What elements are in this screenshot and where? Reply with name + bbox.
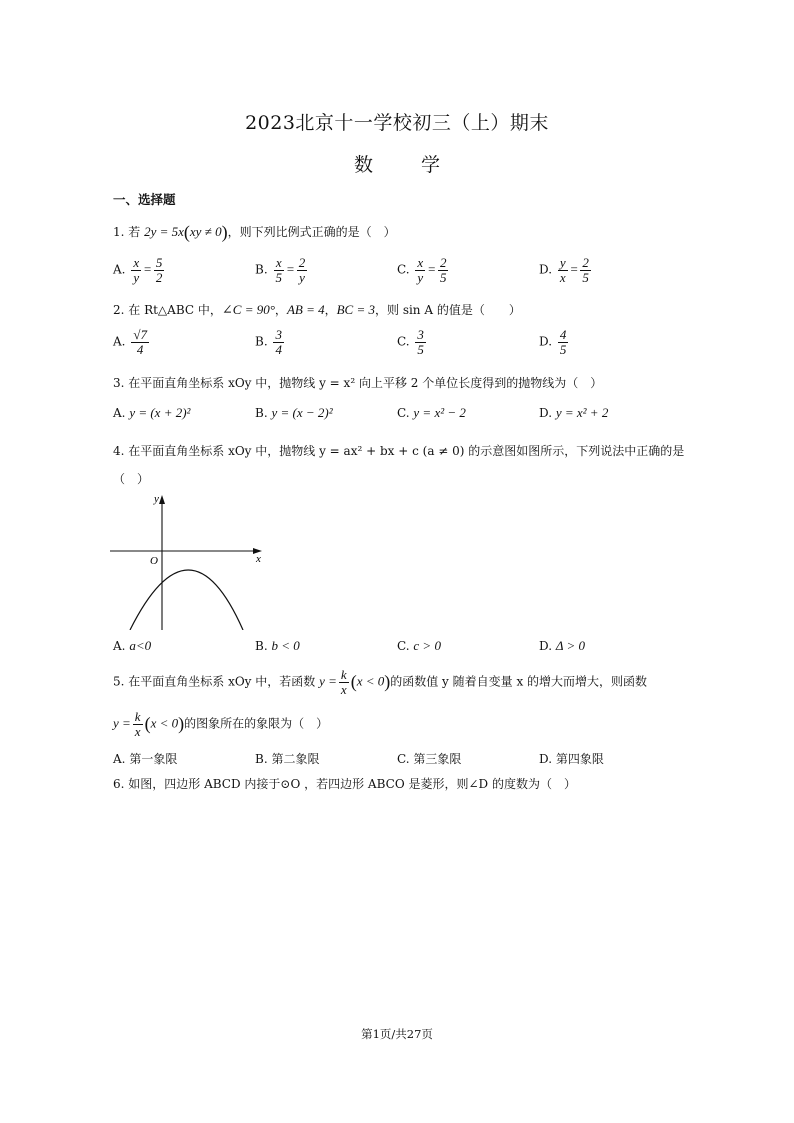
q5-condition: x < 0 [356, 673, 385, 689]
option-numerator: √7 [133, 327, 147, 342]
question-5: 5. 在平面直角坐标系 xOy 中，若函数 y = $\frac{k}{x}$ (x < 0)的函数值 y 随着自变量 x 的增大而增大，则函数 [113, 667, 648, 697]
option-label: A. [113, 262, 126, 277]
q1-option-b [255, 256, 309, 284]
q1-equation: 2y = 5x [144, 224, 184, 239]
q2-option-d [539, 328, 570, 356]
q1-option-c [397, 256, 450, 284]
option-right-numerator: 2 [439, 255, 447, 270]
q4-option-c [397, 638, 441, 654]
option-text: c > 0 [413, 638, 441, 653]
q2-stem-b: ，则 sin A 的值是（ ） [375, 303, 521, 317]
option-text: y = x² + 2 [555, 405, 609, 420]
q2-stem-a: 2. 在 Rt△ABC 中， [113, 303, 222, 317]
section-heading: 一、选择题 [113, 192, 176, 207]
q4-option-b [255, 638, 300, 654]
y-axis-arrow [159, 495, 165, 504]
option-right-denominator: 5 [582, 269, 589, 285]
option-label: C. [397, 262, 410, 277]
question-4: 4. 在平面直角坐标系 xOy 中，抛物线 y = ax² + bx + c (a ≠ 0) 的示意图如图所示，下列说法中正确的是 [113, 444, 685, 458]
q1-prefix: 1. 若 [113, 225, 141, 239]
q3-option-d [539, 405, 608, 421]
q2-ab: AB = 4 [286, 302, 325, 317]
option-right-numerator: 2 [582, 255, 589, 270]
option-right-denominator: y [299, 269, 305, 285]
q2-option-b [255, 328, 286, 356]
option-label: A. [113, 406, 126, 420]
option-label: B. [255, 262, 268, 277]
q5-frac-num-2: k [134, 709, 141, 724]
option-denominator: x [559, 269, 566, 285]
q5-option-d [539, 750, 604, 767]
option-label: C. [397, 752, 410, 766]
option-numerator: x [275, 255, 282, 270]
option-equals: = [569, 261, 579, 277]
option-label: D. [539, 639, 553, 653]
option-text: y = x² − 2 [413, 405, 466, 420]
q5-stem-a: 5. 在平面直角坐标系 xOy 中，若函数 [113, 674, 316, 689]
question-1: 1. 若 2y = 5x(xy ≠ 0)，则下列比例式正确的是（ ） [113, 222, 396, 242]
question-6: 6. 如图，四边形 ABCD 内接于⊙O ，若四边形 ABCO 是菱形，则∠D 的度数为（ ） [113, 777, 576, 791]
option-label: A. [113, 639, 126, 653]
option-label: A. [113, 752, 126, 766]
parabola-curve [130, 570, 243, 630]
option-numerator: x [133, 255, 140, 270]
option-text: b < 0 [271, 638, 300, 653]
option-label: B. [255, 334, 268, 349]
option-text: 第三象限 [413, 752, 462, 766]
option-text: 第一象限 [129, 752, 178, 766]
q5-frac-den-2: x [134, 723, 141, 739]
q5-condition-2: x < 0 [150, 715, 179, 731]
option-right-numerator: 2 [298, 255, 306, 270]
q5-option-b [255, 750, 319, 767]
option-right-denominator: 5 [439, 269, 447, 285]
subject-heading [0, 150, 794, 177]
q4-option-a [113, 638, 151, 654]
page-footer: 第1页/共27页 [361, 1027, 433, 1041]
option-denominator: 5 [275, 269, 282, 285]
q2-option-a [113, 328, 151, 356]
page-title: 2023北京十一学校初三（上）期末 [245, 112, 549, 134]
q5-option-a [113, 750, 177, 767]
option-numerator: 4 [559, 327, 567, 342]
q2-bc: BC = 3 [336, 302, 375, 317]
option-label: B. [255, 639, 268, 653]
origin-label: O [150, 555, 158, 567]
q3-option-c [397, 405, 466, 421]
option-denominator: 4 [275, 341, 282, 357]
option-label: C. [397, 406, 410, 420]
option-label: C. [397, 334, 410, 349]
option-numerator: 3 [275, 327, 282, 342]
q2-angle: ∠C = 90° [221, 302, 275, 317]
option-label: D. [539, 752, 553, 766]
subject-char-1: 数 [353, 154, 373, 176]
q3-option-b [255, 405, 333, 421]
option-denominator: y [133, 269, 140, 285]
option-denominator: 4 [136, 341, 144, 357]
question-4-paren: （ ） [113, 472, 150, 486]
question-2: 2. 在 Rt△ABC 中，∠C = 90°，AB = 4，BC = 3，则 sin A 的值是（ ） [113, 302, 521, 317]
option-right-denominator: 2 [155, 269, 163, 285]
q1-stem: ，则下列比例式正确的是（ ） [227, 225, 396, 239]
q5-option-c [397, 750, 461, 767]
q5-stem-c: 的图象所在的象限为（ ） [184, 716, 329, 731]
option-text: a<0 [129, 638, 152, 653]
q5-stem-b: 的函数值 y 随着自变量 x 的增大而增大，则函数 [390, 674, 648, 689]
option-denominator: 5 [559, 341, 567, 357]
question-5-line2: y = $\frac{k}{x}$ (x < 0)的图象所在的象限为（ ） [113, 709, 329, 739]
q1-condition: xy ≠ 0 [189, 224, 222, 239]
option-label: D. [539, 406, 553, 420]
q4-option-d [539, 638, 585, 654]
option-label: D. [539, 334, 553, 349]
option-right-numerator: 5 [155, 255, 163, 270]
option-label: B. [255, 406, 268, 420]
q5-y-eq: y = [113, 715, 131, 731]
option-numerator: y [559, 255, 566, 270]
option-numerator: 3 [417, 327, 424, 342]
q5-frac-num: k [340, 667, 347, 682]
option-equals: = [143, 261, 152, 277]
option-text: 第二象限 [271, 752, 320, 766]
option-denominator: y [417, 269, 424, 285]
option-label: D. [539, 262, 553, 277]
q1-option-a [113, 256, 166, 284]
q1-option-d [539, 256, 593, 284]
option-equals: = [285, 261, 295, 277]
subject-char-2: 学 [421, 154, 441, 176]
q3-option-a [113, 405, 190, 421]
option-numerator: x [417, 255, 424, 270]
option-label: A. [113, 334, 126, 349]
parabola-graph [105, 490, 275, 630]
q5-frac-den: x [340, 681, 347, 697]
y-axis-label: y [154, 493, 159, 505]
option-label: B. [255, 752, 268, 766]
question-3: 3. 在平面直角坐标系 xOy 中，抛物线 y = x² 向上平移 2 个单位长度得到的抛物线为（ ） [113, 376, 603, 390]
option-text: y = (x − 2)² [271, 405, 333, 420]
option-label: C. [397, 639, 410, 653]
q2-option-c [397, 328, 428, 356]
option-equals: = [427, 261, 436, 277]
option-text: Δ > 0 [555, 638, 586, 653]
x-axis-label: x [256, 553, 261, 565]
option-denominator: 5 [417, 341, 424, 357]
option-text: 第四象限 [555, 752, 604, 766]
option-text: y = (x + 2)² [129, 405, 191, 420]
